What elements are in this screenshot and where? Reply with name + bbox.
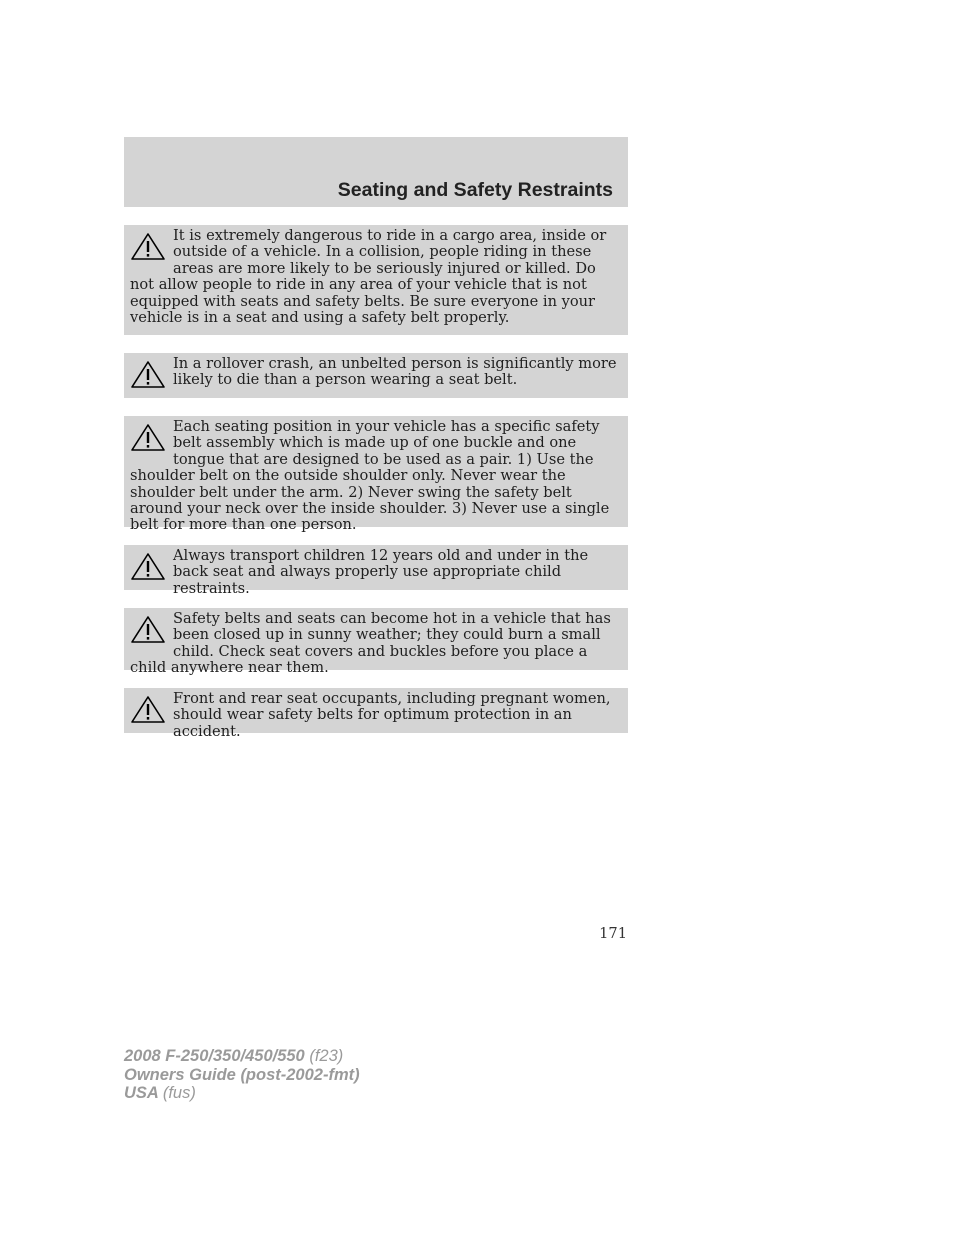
footer-guide: Owners Guide (post-2002-fmt) — [124, 1065, 360, 1084]
warning-text: Front and rear seat occupants, including pregnant women, should wear safety belts for optimum protection in an accident. — [173, 690, 611, 740]
warning-box-rollover — [124, 353, 628, 398]
document-footer — [124, 1047, 360, 1103]
warning-box-children — [124, 545, 628, 597]
warning-box-seating-position — [124, 416, 628, 534]
warning-box-occupants — [124, 688, 628, 740]
page-number: 171 — [599, 925, 627, 942]
warning-triangle-icon — [130, 552, 166, 581]
warning-triangle-icon — [130, 360, 166, 389]
footer-model-line — [124, 1047, 360, 1066]
footer-market-code: (fus) — [162, 1084, 196, 1102]
warning-text: It is extremely dangerous to ride in a cargo area, inside or outside of a vehicle. In a collision, people riding in these areas are more likely to be seriously injured or killed. Do not allow people to ride in any area of your vehicle that is not equipped with seats and safety belts. Be sure everyone in your vehicle is in a seat and using a safety belt properly. — [130, 227, 607, 327]
warning-triangle-icon — [130, 615, 166, 644]
footer-model-code: (f23) — [309, 1047, 344, 1065]
warning-triangle-icon — [130, 423, 166, 452]
warning-box-hot-seats — [124, 608, 628, 677]
footer-market: USA — [124, 1084, 159, 1102]
warning-text: Safety belts and seats can become hot in a vehicle that has been closed up in sunny weather; they could burn a small child. Check seat covers and buckles before you place a child anywhere near them. — [130, 610, 611, 677]
warning-box-cargo — [124, 225, 628, 335]
warning-text: Each seating position in your vehicle has a specific safety belt assembly which is made up of one buckle and one tongue that are designed to be used as a pair. 1) Use the shoulder belt on the outside shoulder only. Never wear the shoulder belt under the arm. 2) Never swing the safety belt around your neck over the inside shoulder. 3) Never use a single belt for more than one person. — [130, 418, 610, 534]
warning-triangle-icon — [130, 232, 166, 261]
section-header — [124, 137, 628, 207]
warning-text: Always transport children 12 years old and under in the back seat and always properly use appropriate child restraints. — [173, 547, 589, 597]
warning-text: In a rollover crash, an unbelted person is significantly more likely to die than a person wearing a seat belt. — [173, 355, 617, 389]
footer-guide-line — [124, 1066, 360, 1085]
section-title: Seating and Safety Restraints — [337, 179, 613, 201]
warning-triangle-icon — [130, 695, 166, 724]
footer-market-line — [124, 1084, 360, 1103]
footer-model: 2008 F-250/350/450/550 — [124, 1047, 305, 1065]
